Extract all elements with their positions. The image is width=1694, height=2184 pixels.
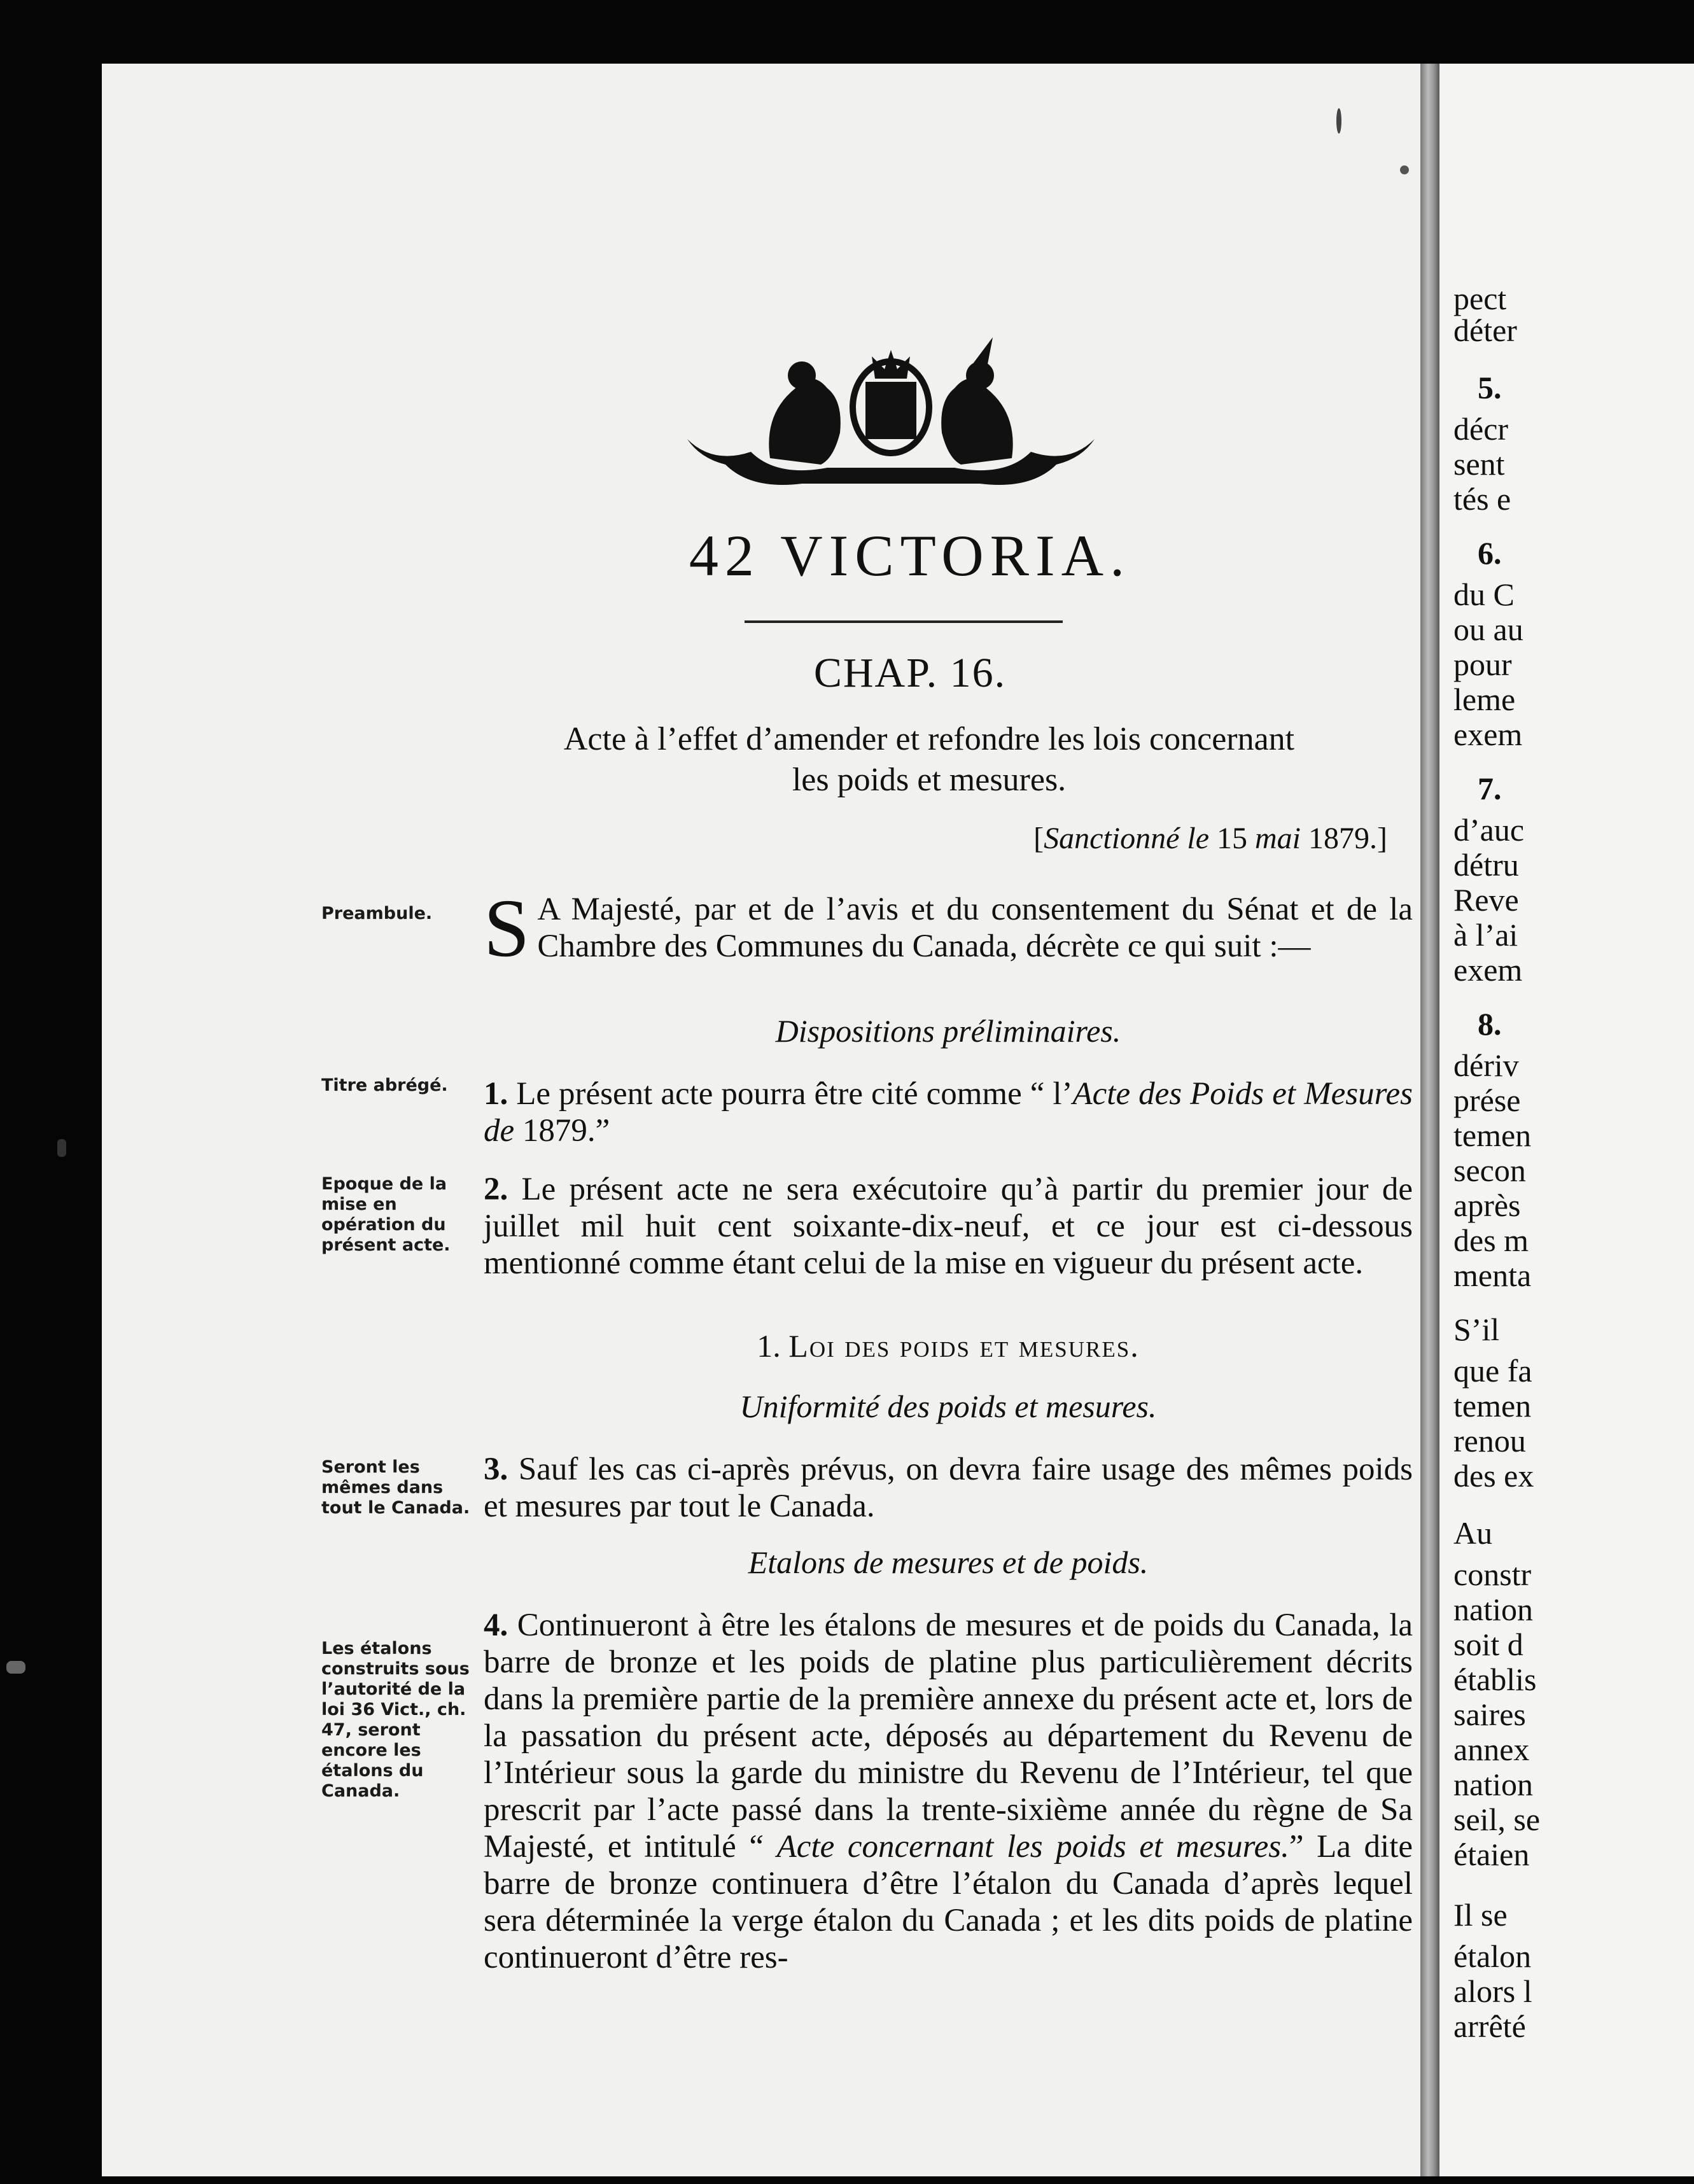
margin-note-preamble: Preambule. [321,904,433,923]
facing-page-line: pour [1453,647,1512,682]
facing-page-line: soit d [1453,1627,1523,1662]
facing-page-line: constr [1453,1557,1532,1592]
section-3 [484,1451,1413,1525]
section-2-number: 2. [484,1172,508,1207]
facing-page-line: menta [1453,1257,1532,1293]
section-2-text: Le présent acte ne sera exécutoire qu’à partir du premier jour de juillet mil huit cent soixante-dix-neuf, et ce jour est ci-dessous mentionné comme étant celui de la mise en vigueur du présent acte. [484,1172,1413,1281]
facing-page-line: 6. [1478,535,1502,571]
section-1-text-a: Le présent acte pourra être cité comme “ l’ [516,1076,1073,1112]
facing-page-line: 7. [1478,771,1502,806]
facing-page-line: ou au [1453,612,1523,647]
assent-day: 15 [1217,822,1248,855]
section-4-text-b: ” La dite barre de bronze continuera d’être l’étalon du Canada d’après lequel sera déterminée la verge étalon du Canada ; et les dits poids de platine continueront d’être res- [484,1829,1413,1975]
section-1-number: 1. [484,1076,508,1112]
part-heading [484,1327,1413,1365]
facing-page-line: alors l [1453,1973,1532,2009]
preamble-dropcap: S [484,883,530,974]
preamble-paragraph [484,883,1413,974]
section-4 [484,1607,1413,1976]
facing-page-line: des ex [1453,1458,1534,1494]
facing-page-line: d’auc [1453,812,1525,848]
scan-mark [1400,165,1409,174]
section-1 [484,1075,1413,1149]
preamble-text: A Majesté, par et de l’avis et du consentement du Sénat et de la Chambre des Communes du Canada, décrète ce qui suit :— [537,892,1413,964]
heading-standards: Etalons de mesures et de poids. [748,1544,1149,1580]
part-heading-number: 1. [757,1328,789,1364]
section-1-text-italic: Acte des Poids et Mesures de [484,1076,1413,1149]
facing-page-fragment [1439,64,1694,2176]
facing-page-line: pect [1453,281,1507,316]
facing-page-line: Reve [1453,882,1519,918]
facing-page-line: exem [1453,952,1523,988]
facing-page-line: tés e [1453,481,1511,517]
section-4-text-italic: Acte concernant les poids et mesures. [776,1829,1289,1865]
facing-page-line: arrêté [1453,2008,1526,2044]
section-3-number: 3. [484,1452,508,1487]
section-4-number: 4. [484,1607,508,1643]
chapter-number: CHAP. 16. [813,650,1007,696]
section-2 [484,1171,1413,1282]
facing-page-line: du C [1453,577,1515,612]
facing-page-line: Il se [1453,1897,1508,1933]
facing-page-line: seil, se [1453,1802,1541,1837]
facing-page-line: 8. [1478,1006,1502,1042]
facing-page-line: leme [1453,682,1516,717]
section-1-text-b: 1879.” [514,1113,610,1149]
heading-uniformity: Uniformité des poids et mesures. [739,1389,1157,1424]
facing-page-line: décr [1453,411,1509,447]
facing-page-line: étaien [1453,1837,1530,1872]
facing-page-line: 5. [1478,370,1502,405]
assent-italic-2: mai [1255,822,1301,855]
facing-page-line: que fa [1453,1353,1532,1389]
facing-page-line: à l’ai [1453,917,1518,953]
facing-page-line: exem [1453,717,1523,752]
section-4-text-a: Continueront à être les étalons de mesures et de poids du Canada, la barre de bronze et les poids de platine plus particulièrement décrits dans la première partie de la première annexe du présent acte et, lors de la passation du présent acte, déposés au département du Revenu de l’Intérieur sous la garde du ministre du Revenu de l’Intérieur, tel que prescrit par l’acte passé dans la trente-sixième année du règne de Sa Majesté, et intitulé “ [484,1607,1413,1865]
facing-page-line: temen [1453,1117,1532,1153]
facing-page-line: renou [1453,1423,1526,1459]
facing-page-line: annex [1453,1732,1530,1767]
margin-note-short-title: Titre abrégé. [321,1075,448,1095]
assent-italic-1: Sanctionné le [1044,822,1210,855]
facing-page-line: temen [1453,1388,1532,1424]
part-heading-text: Loi des poids et mesures. [788,1328,1140,1364]
facing-page-line: secon [1453,1152,1526,1188]
facing-page-line: sent [1453,446,1505,482]
facing-page-line: des m [1453,1222,1529,1258]
act-title-line-2: les poids et mesures. [792,762,1067,798]
scan-artifact [57,1139,66,1157]
margin-note-commencement: Epoque de la mise en opération du présent acte. [321,1174,451,1255]
margin-note-uniform: Seront les mêmes dans tout le Canada. [321,1457,470,1518]
left-page [102,64,1419,2176]
scan-mark [1336,108,1341,134]
section-3-text: Sauf les cas ci-après prévus, on devra faire usage des mêmes poids et mesures par tout le Canada. [484,1452,1413,1524]
facing-page-line: nation [1453,1592,1533,1627]
act-title-line-1: Acte à l’effet d’amender et refondre les lois concernant [563,721,1295,757]
scan-artifact [6,1661,25,1674]
facing-page-line: après [1453,1187,1521,1223]
facing-page-line: saires [1453,1697,1526,1732]
facing-page-line: dériv [1453,1047,1519,1083]
heading-preliminary: Dispositions préliminaires. [775,1013,1121,1049]
royal-assent-date [865,821,1387,856]
scanned-page-spread [102,64,1541,2176]
facing-page-line: nation [1453,1767,1533,1802]
facing-page-line: étalon [1453,1938,1532,1974]
assent-open: [ [1033,822,1044,855]
facing-page-line: Au [1453,1515,1493,1551]
facing-page-line: établis [1453,1662,1537,1697]
running-title: 42 VICTORIA. [689,523,1131,588]
act-title [458,719,1400,801]
royal-coat-of-arms-icon [675,331,1107,496]
facing-page-line: S’il [1453,1312,1500,1347]
facing-page-line: détru [1453,847,1519,883]
page-gutter [1420,64,1439,2176]
facing-page-line: déter [1453,312,1517,348]
assent-year: 1879.] [1308,822,1387,855]
facing-page-line: prése [1453,1082,1521,1118]
title-rule [745,620,1063,623]
margin-note-standards: Les étalons construits sous l’autorité de la loi 36 Vict., ch. 47, seront encore les étalons du Canada. [321,1639,470,1801]
